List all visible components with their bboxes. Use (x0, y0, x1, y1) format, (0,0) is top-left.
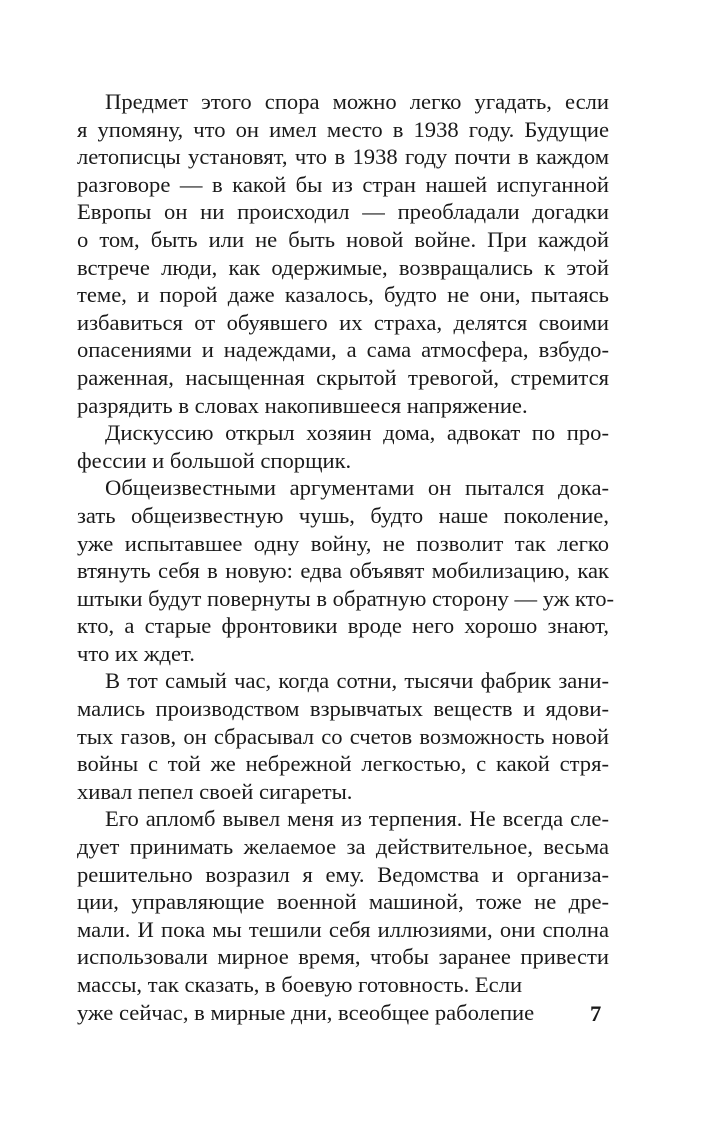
text-line: В тот самый час, когда сотни, тысячи фабрик зани- (105, 668, 609, 694)
text-line: штыки будут повернуты в обратную сторону — уж кто- (77, 585, 615, 611)
text-line: тых газов, он сбрасывал со счетов возможность новой (77, 723, 609, 749)
text-line: Европы он ни происходил — преобладали догадки (77, 199, 609, 225)
text-line: мали. И пока мы тешили себя иллюзиями, они сполна (77, 916, 609, 942)
text-line: избавиться от обуявшего их страха, делятся своими (77, 309, 609, 335)
text-line: разговоре — в какой бы из стран нашей испуганной (77, 171, 609, 197)
paragraph-3 (77, 474, 615, 667)
book-page-text (77, 88, 615, 1026)
text-line: Его апломб вывел меня из терпения. Не всегда сле- (105, 806, 609, 832)
text-line: опасениями и надеждами, а сама атмосфера, взбудо- (77, 337, 609, 363)
paragraph-2 (77, 419, 609, 474)
text-line: дует принимать желаемое за действительное, весьма (77, 834, 609, 860)
page-number: 7 (590, 1001, 602, 1026)
text-line: о том, быть или не быть новой войне. При каждой (77, 226, 609, 252)
text-line: уже испытавшее одну войну, не позволит так легко (77, 530, 609, 556)
text-line: раженная, насыщенная скрытой тревогой, стремится (77, 364, 609, 390)
text-line: уже сейчас, в мирные дни, всеобщее раболепие (77, 999, 535, 1025)
text-line: хивал пепел своей сигареты. (77, 778, 353, 804)
text-line: летописцы установят, что в 1938 году почти в каждом (77, 144, 609, 170)
text-line: кто, а старые фронтовики вроде него хорошо знают, (77, 613, 609, 639)
text-line: ции, управляющие военной машиной, тоже не дре- (77, 889, 609, 915)
text-line: массы, так сказать, в боевую готовность. Если (77, 972, 523, 997)
text-line: теме, и порой даже казалось, будто не они, пытаясь (77, 282, 609, 308)
text-line: Общеизвестными аргументами он пытался дока- (105, 475, 609, 501)
text-line: разрядить в словах накопившееся напряжение. (77, 392, 528, 418)
text-line: решительно возразил я ему. Ведомства и организа- (77, 861, 609, 887)
paragraph-1 (77, 88, 609, 419)
text-line: втянуть себя в новую: едва объявят мобилизацию, как (77, 558, 609, 584)
text-line: я упомяну, что он имел место в 1938 году. Будущие (77, 116, 609, 142)
text-line: мались производством взрывчатых веществ и ядови- (77, 696, 609, 722)
paragraph-4 (77, 667, 609, 805)
text-line: что их ждет. (77, 640, 195, 666)
paragraph-5 (77, 805, 609, 1026)
text-line: фессии и большой спорщик. (77, 447, 352, 473)
text-line: зать общеизвестную чушь, будто наше поколение, (77, 502, 609, 528)
text-line: Предмет этого спора можно легко угадать, если (105, 89, 609, 114)
text-line: войны с той же небрежной легкостью, с какой стря- (77, 751, 609, 777)
text-line: встрече люди, как одержимые, возвращались к этой (77, 254, 609, 280)
text-line: использовали мирное время, чтобы заранее привести (77, 944, 609, 970)
text-line: Дискуссию открыл хозяин дома, адвокат по про- (105, 420, 609, 446)
